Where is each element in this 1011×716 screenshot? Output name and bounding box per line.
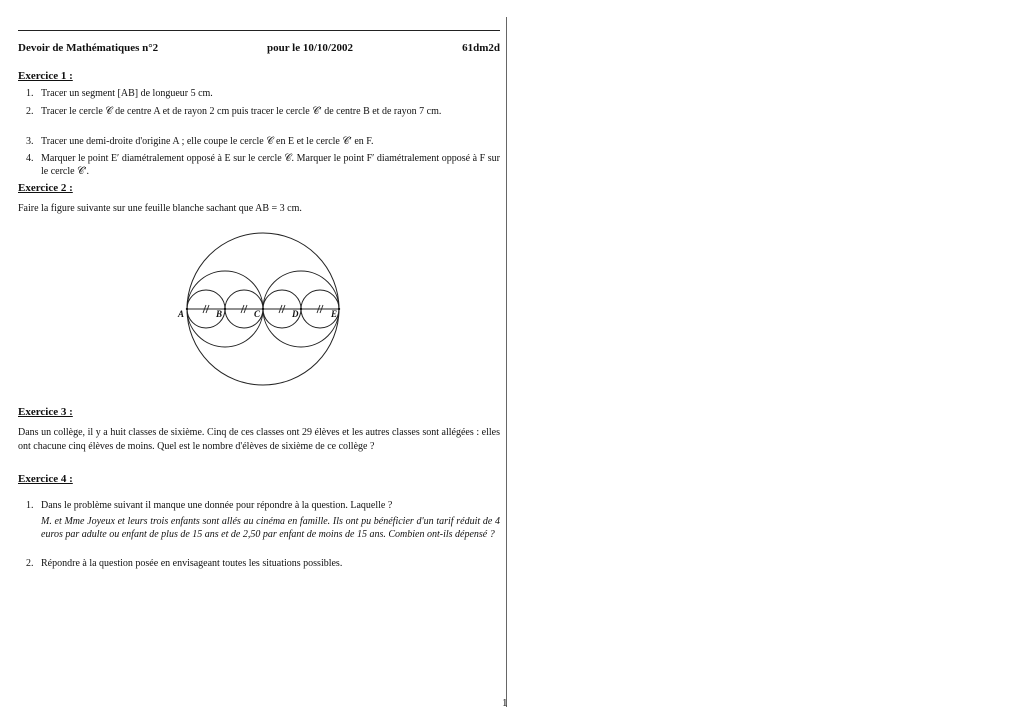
exercise-4-title: Exercice 4 :	[18, 473, 73, 485]
point-d	[300, 308, 302, 310]
item-text: Dans le problème suivant il manque une donnée pour répondre à la question. Laquelle ?	[41, 500, 393, 511]
item-number: 1.	[26, 88, 34, 99]
item-text: Répondre à la question posée en envisageant toutes les situations possibles.	[41, 558, 343, 569]
exercise-4-item	[18, 499, 500, 512]
exercise-3-title: Exercice 3 :	[18, 406, 73, 418]
exercise-2-text: Faire la figure suivante sur une feuille blanche sachant que AB = 3 cm.	[18, 203, 302, 214]
point-b	[224, 308, 226, 310]
exercise-3-text: Dans un collège, il y a huit classes de sixième. Cinq de ces classes ont 29 élèves et les autres classes sont allégées : elles ont chacune cinq élèves de moins. Quel est le nombre d'élèves de sixième de ce collège ?	[18, 427, 500, 452]
point-a	[186, 308, 188, 310]
item-number: 3.	[26, 136, 34, 147]
exercise-1-item	[18, 152, 500, 178]
header-date: pour le 10/10/2002	[267, 42, 353, 54]
page-header	[18, 42, 500, 56]
label-b: B	[216, 309, 223, 319]
label-d: D	[292, 309, 299, 319]
exercise-4-problem	[18, 515, 500, 554]
item-text: Marquer le point E′ diamétralement opposé à E sur le cercle 𝒞. Marquer le point F′ diamétralement opposé à F sur le cercle 𝒞′.	[41, 153, 500, 177]
item-number: 4.	[26, 153, 34, 164]
item-number: 1.	[26, 500, 34, 511]
label-c: C	[254, 309, 261, 319]
exercise-4-item	[18, 557, 500, 570]
page-number: 1	[502, 697, 508, 709]
exercise-1-item	[18, 135, 500, 148]
point-c	[262, 308, 264, 310]
item-text: Tracer le cercle 𝒞 de centre A et de rayon 2 cm puis tracer le cercle 𝒞′ de centre B et de rayon 7 cm.	[41, 106, 442, 117]
label-a: A	[178, 309, 185, 319]
top-rule	[18, 30, 500, 31]
circles-figure	[170, 228, 350, 390]
exercise-2-title: Exercice 2 :	[18, 182, 73, 194]
label-e: E	[331, 309, 338, 319]
exercise-1-item	[18, 87, 500, 100]
exercise-1-item	[18, 105, 500, 131]
header-code: 61dm2d	[462, 42, 500, 54]
item-number: 2.	[26, 106, 34, 117]
item-number: 2.	[26, 558, 34, 569]
exercise-1-title: Exercice 1 :	[18, 70, 73, 82]
page-divider	[506, 17, 507, 707]
point-e	[338, 308, 340, 310]
item-text: Tracer un segment [AB] de longueur 5 cm.	[41, 88, 213, 99]
header-title: Devoir de Mathématiques n°2	[18, 42, 159, 54]
item-text: Tracer une demi-droite d'origine A ; elle coupe le cercle 𝒞 en E et le cercle 𝒞′ en F.	[41, 136, 374, 147]
problem-statement: M. et Mme Joyeux et leurs trois enfants sont allés au cinéma en famille. Ils ont pu bénéficier d'un tarif réduit de 4 euros par adulte ou enfant de plus de 15 ans et de 2,50 par enfant de moins de 15 ans. Combien ont-ils dépensé ?	[41, 516, 500, 540]
